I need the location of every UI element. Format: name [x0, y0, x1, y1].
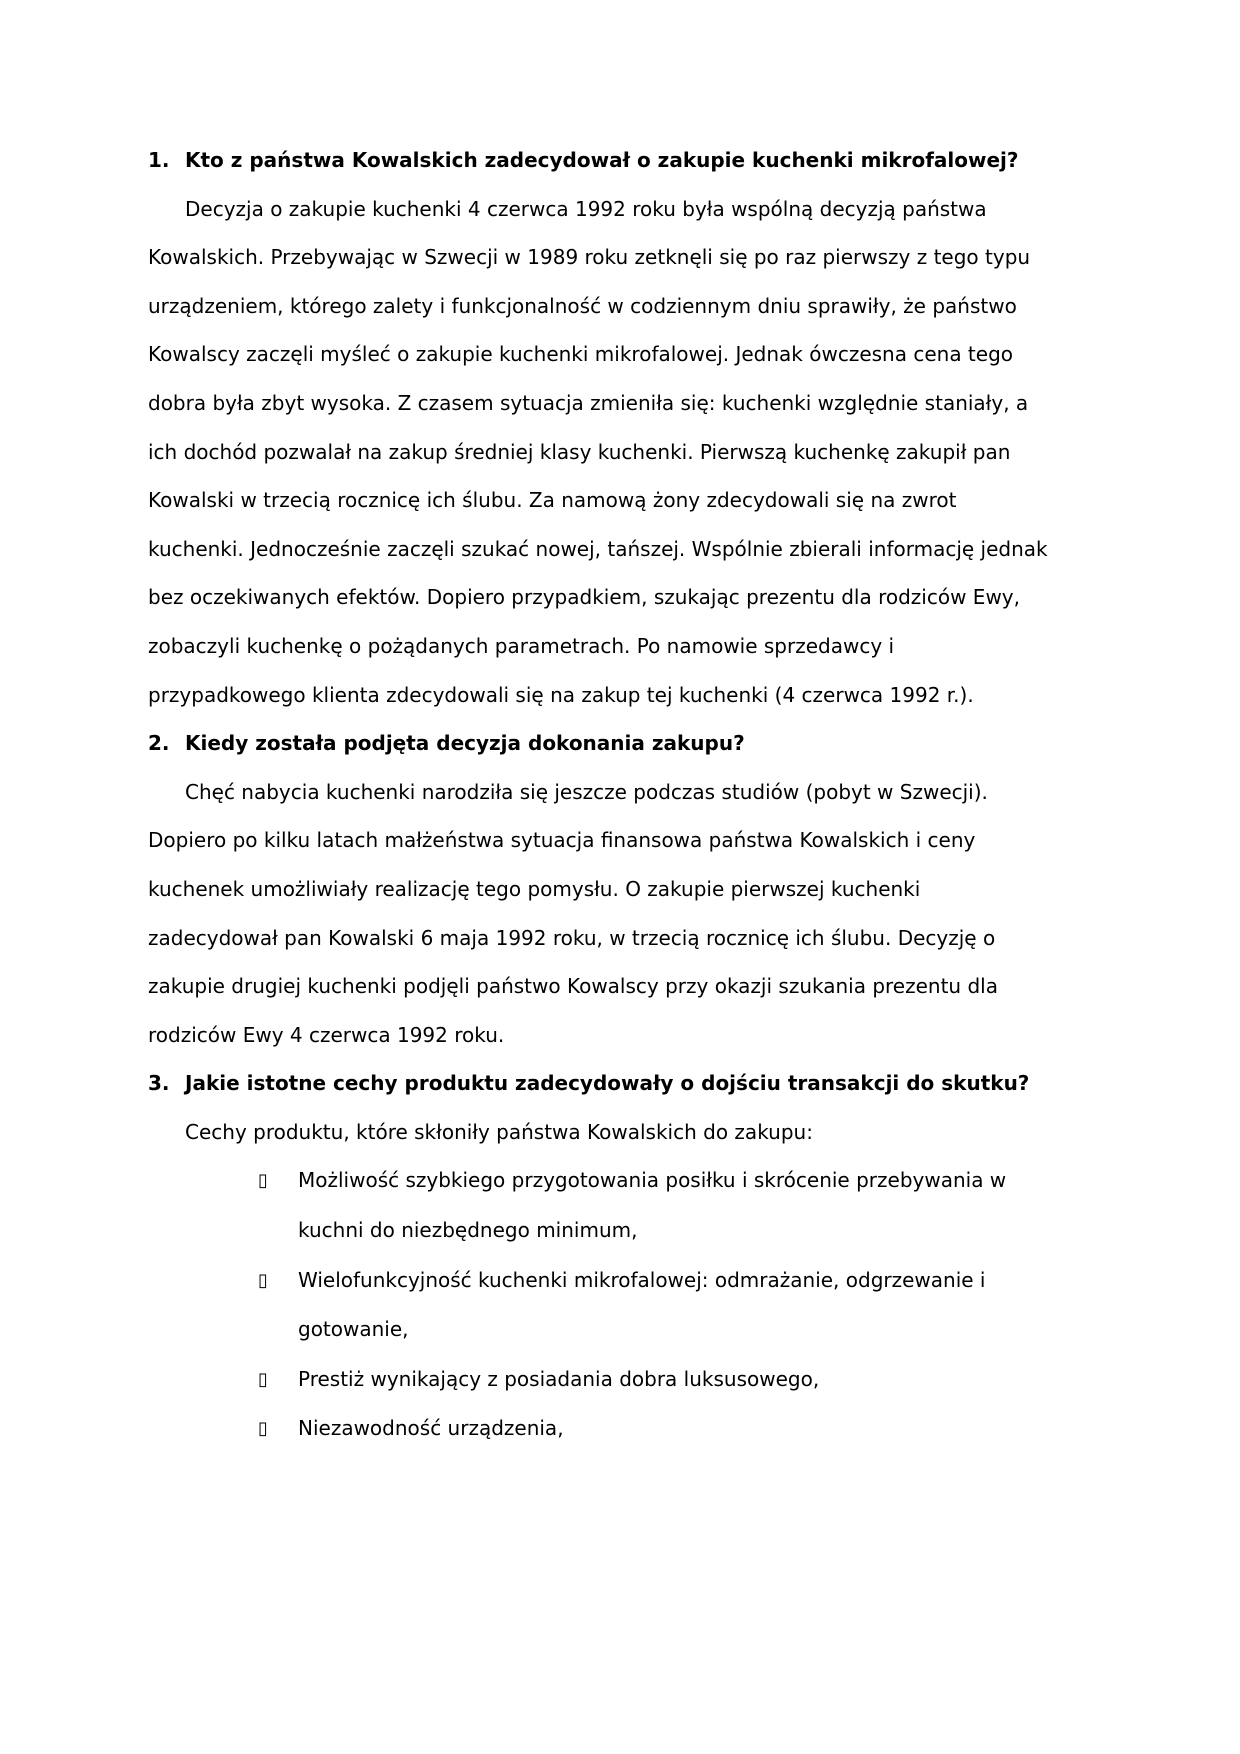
list-item-text: Możliwość szybkiego przygotowania posiłku i skrócenie przebywania w — [298, 1168, 1007, 1193]
section-1-title: Kto z państwa Kowalskich zadecydował o zakupie kuchenki mikrofalowej? — [185, 148, 1019, 172]
paragraph-line: zobaczyli kuchenkę o pożądanych parametrach. Po namowie sprzedawcy i — [148, 633, 895, 658]
section-3-title: Jakie istotne cechy produktu zadecydowały o dojściu transakcji do skutku? — [185, 1071, 1030, 1096]
list-item-continuation: kuchni do niezbędnego minimum, — [298, 1218, 638, 1243]
paragraph-line: dobra była zbyt wysoka. Z czasem sytuacja zmieniła się: kuchenki względnie staniały, a — [148, 390, 1029, 415]
list-item — [148, 1355, 1088, 1405]
list-item — [148, 1404, 1088, 1454]
paragraph-line: zakupie drugiej kuchenki podjęli państwo Kowalscy przy okazji szukania prezentu dla — [148, 974, 998, 999]
bullet-icon: ▯ — [258, 1418, 268, 1440]
section-1-number: 1. — [148, 148, 170, 172]
list-item-text: Wielofunkcyjność kuchenki mikrofalowej: odmrażanie, odgrzewanie i — [298, 1267, 986, 1292]
section-3-intro: Cechy produktu, które skłoniły państwa Kowalskich do zakupu: — [185, 1119, 813, 1144]
section-2-number: 2. — [148, 731, 170, 756]
feature-list — [148, 1156, 1088, 1454]
paragraph-line: ich dochód pozwalał na zakup średniej klasy kuchenki. Pierwszą kuchenkę zakupił pan — [148, 439, 1011, 464]
list-item-text: Prestiż wynikający z posiadania dobra luksusowego, — [298, 1366, 820, 1391]
paragraph-line: bez oczekiwanych efektów. Dopiero przypadkiem, szukając prezentu dla rodziców Ewy, — [148, 585, 1020, 610]
paragraph-line: Kowalski w trzecią rocznicę ich ślubu. Za namową żony zdecydowali się na zwrot — [148, 488, 957, 513]
paragraph-line: Chęć nabycia kuchenki narodziła się jeszcze podczas studiów (pobyt w Szwecji). — [185, 779, 988, 804]
document-content — [148, 136, 1088, 1454]
paragraph-line: zadecydował pan Kowalski 6 maja 1992 roku, w trzecią rocznicę ich ślubu. Decyzję o — [148, 925, 996, 950]
paragraph-line: Kowalskich. Przebywając w Szwecji w 1989 roku zetknęli się po raz pierwszy z tego typu — [148, 245, 1031, 270]
paragraph-line: kuchenek umożliwiały realizację tego pomysłu. O zakupie pierwszej kuchenki — [148, 876, 921, 901]
list-item — [148, 1256, 1088, 1306]
paragraph-line: rodziców Ewy 4 czerwca 1992 roku. — [148, 1022, 505, 1047]
bullet-icon: ▯ — [258, 1170, 268, 1192]
paragraph-line: przypadkowego klienta zdecydowali się na zakup tej kuchenki (4 czerwca 1992 r.). — [148, 682, 974, 707]
bullet-icon: ▯ — [258, 1368, 268, 1390]
paragraph-line: Kowalscy zaczęli myśleć o zakupie kuchenki mikrofalowej. Jednak ówczesna cena tego — [148, 342, 1014, 367]
section-2-title: Kiedy została podjęta decyzja dokonania zakupu? — [185, 731, 745, 756]
section-3-number: 3. — [148, 1071, 170, 1096]
list-item — [148, 1156, 1088, 1206]
paragraph-line: Dopiero po kilku latach małżeństwa sytuacja finansowa państwa Kowalskich i ceny — [148, 828, 976, 853]
list-item-text: Niezawodność urządzenia, — [298, 1416, 564, 1441]
section-2-heading — [148, 719, 1088, 768]
paragraph-line: kuchenki. Jednocześnie zaczęli szukać nowej, tańszej. Wspólnie zbierali informację jednak — [148, 536, 1048, 561]
paragraph-line: Decyzja o zakupie kuchenki 4 czerwca 1992 roku była wspólną decyzją państwa — [185, 196, 987, 221]
paragraph-line: urządzeniem, którego zalety i funkcjonalność w codziennym dniu sprawiły, że państwo — [148, 293, 1017, 318]
bullet-icon: ▯ — [258, 1269, 268, 1291]
section-3-heading — [148, 1059, 1088, 1108]
list-item-continuation: gotowanie, — [298, 1317, 409, 1342]
section-1-heading — [148, 136, 1088, 185]
